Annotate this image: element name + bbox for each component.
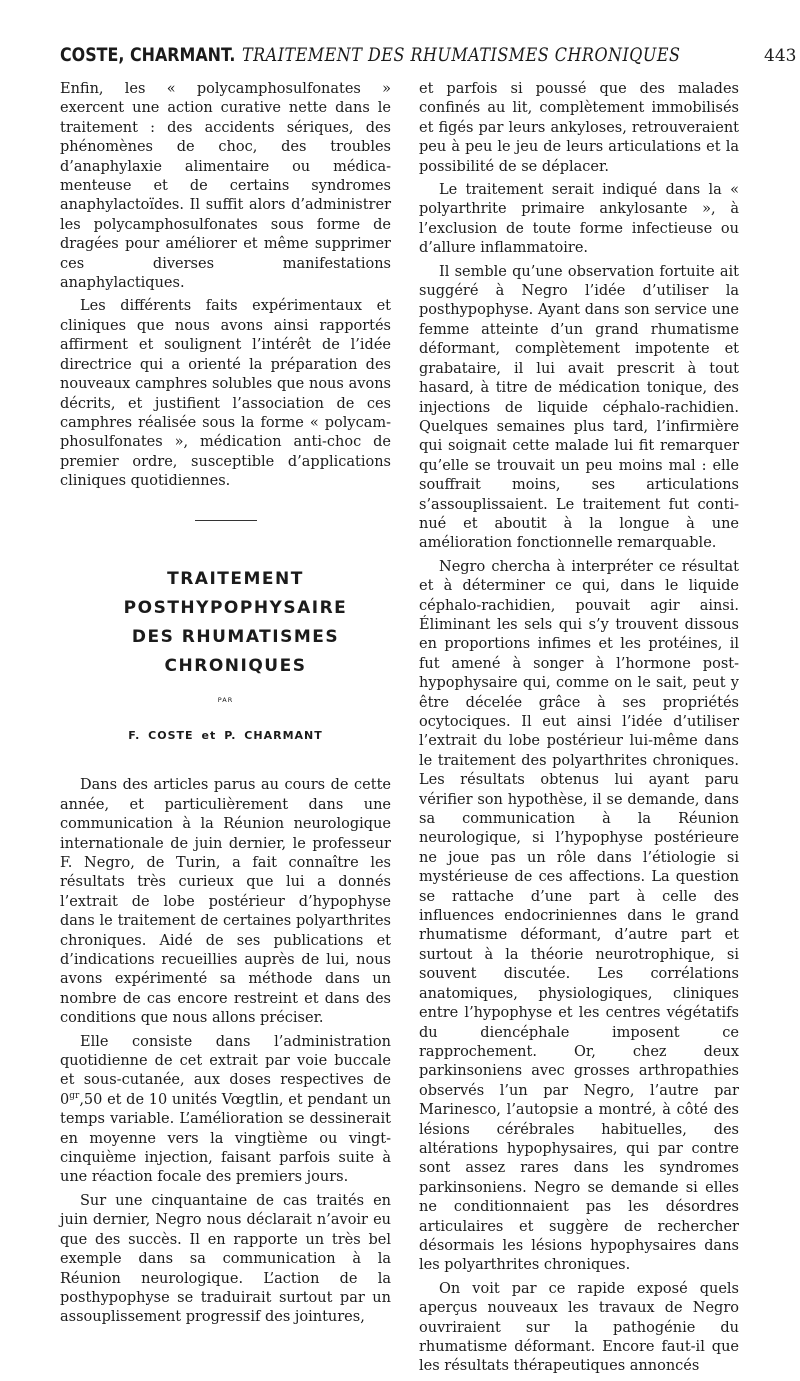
paragraph: Le traitement serait indiqué dans la « polyarthrite primaire ankylosante », à l’exclusion de toute forme infectieuse ou d’allure inflammatoire.: [419, 182, 739, 257]
paragraph: Les différents faits expérimentaux et cliniques que nous avons ainsi rapportés affirment et soulignent l’intérêt de l’idée directrice qui a orienté la préparation des nouveaux camphres solubles que nous avons décrits, et justifient l’association de ces camphres réalisée sous la forme « polycamphosulfonates », médication anti-choc de premier ordre, susceptible d’applications cliniques quotidiennes.: [60, 298, 391, 490]
gram-superscript: gr: [69, 1091, 80, 1102]
paragraph: [60, 1033, 391, 1188]
article-title-line: POSTHYPOPHYSAIRE: [123, 597, 348, 618]
paragraph: Dans des articles parus au cours de cette année, et particulièrement dans une communication à la Réunion neurologique internationale de juin dernier, le professeur F. Negro, de Turin, a fait connaître les résultats très curieux que lui a donnés l’extrait de lobe postérieur d’hypophyse dans le traitement de certaines polyarthrites chroniques. Aidé de ses publications et d’indications recueillies auprès de lui, nous avons expérimenté sa méthode dans un nombre de cas encore restreint et dans des conditions que nous allons préciser.: [60, 777, 391, 1027]
header-title: TRAITEMENT DES RHUMATISMES CHRONIQUES: [242, 44, 681, 66]
article-title-line: DES RHUMATISMES: [131, 626, 340, 647]
byline-par: PAR: [217, 695, 234, 704]
author-conjunction: et: [201, 728, 217, 742]
article-title: [60, 567, 391, 679]
header-authors: COSTE, CHARMANT.: [60, 45, 236, 66]
paragraph: Negro chercha à interpréter ce résultat et à déterminer ce qui, dans le liquide céphalo-rachidien, pouvait agir ainsi. Éliminant les sels qui s’y trouvent dissous en proportions infimes et les protéines, il fut amené à songer à l’hormone posthypophysaire qui, comme on le sait, peut y être décelée grâce à ses propriétés ocytociques. Il eut ainsi l’idée d’utiliser l’extrait du lobe postérieur lui-même dans le traitement des polyarthrites chroniques. Les résultats obtenus lui ayant paru vérifier son hypothèse, il se demande, dans sa communication à la Réunion neurologique, si l’hypophyse postérieure ne joue pas un rôle dans l’étiologie si mystérieuse de ces affections. La question se rattache d’une part à celle des influences endocriniennes dans le grand rhumatisme déformant, d’autre part et surtout à la théorie neurotrophique, si souvent discutée. Les corrélations anatomiques, physiologiques, cliniques entre l’hypophyse et les centres végétatifs du diencéphale imposent ce rapprochement. Or, chez deux parkinsoniens avec grosses arthropathies observés l’un par Negro, l’autre par Marinesco, l’autopsie a montré, à côté des lésions cérébrales habituelles, des altérations hypophysaires, qui par contre sont assez rares dans les syndromes parkinsoniens. Negro se demande si elles ne conditionnaient pas les désordres articulaires et suggère de rechercher désormais les lésions hypophysaires dans les polyarthrites chroniques.: [419, 558, 739, 1274]
right-column: [419, 80, 739, 1381]
section-separator: [195, 520, 257, 521]
paragraph: On voit par ce rapide exposé quels aperçus nouveaux les travaux de Negro ouvriraient sur la pathogénie du rhumatisme déformant. Encore faut-il que les résultats thérapeutiques annoncés: [419, 1280, 739, 1375]
author-coste: F. COSTE: [128, 728, 194, 742]
page-number: 443: [764, 46, 797, 66]
dose-text-after: ,50 et de 10 unités Vœgtlin, et pendant un temps variable. L’amélioration se dessinerait en moyenne vers la vingtième ou vingt-cinquième injection, faisant parfois suite à une réaction focale des premiers jours.: [60, 1091, 391, 1186]
paragraph: Enfin, les « polycamphosulfonates » exercent une action curative nette dans le traitement : des accidents sériques, des phénomènes de choc, des troubles d’anaphylaxie alimentaire ou médicamenteuse et de certains syndromes anaphylactoïdes. Il suffit alors d’administrer les polycamphosulfonates sous forme de dragées pour améliorer et même supprimer ces diverses manifestations anaphylactiques.: [60, 81, 391, 292]
paragraph: et parfois si poussé que des malades confinés au lit, complètement immobilisés et figés par leurs ankyloses, retrouveraient peu à peu le jeu de leurs articulations et la possibilité de se déplacer.: [419, 81, 739, 175]
article-authors: [60, 726, 391, 745]
left-column: [60, 80, 391, 1332]
paragraph: Sur une cinquantaine de cas traités en juin dernier, Negro nous déclarait n’avoir eu que des succès. Il en rapporte un très bel exemple dans sa communication à la Réunion neurologique. L’action de la posthypophyse se traduirait surtout par un assouplissement progressif des jointures,: [60, 1192, 391, 1326]
dose-text-before: Elle consiste dans l’administration quotidienne de cet extrait par voie buccale et sous-cutanée, aux doses respectives de 0: [60, 1033, 391, 1108]
paragraph: Il semble qu’une observation fortuite ait suggéré à Negro l’idée d’utiliser la posthypophyse. Ayant dans son service une femme atteinte d’un grand rhumatisme déformant, complètement impotente et grabataire, il lui avait prescrit à tout hasard, à titre de médication tonique, des injections de liquide céphalo-rachidien. Quelques semaines plus tard, l’infirmière qui soignait cette malade lui fit remarquer qu’elle se trouvait un peu moins mal : elle souffrait moins, ses articulations s’assouplissaient. Le traitement fut continué et aboutit à la longue à une amélioration fonctionnelle remarquable.: [419, 263, 739, 552]
article-title-line: CHRONIQUES: [164, 655, 307, 676]
running-header: [60, 44, 797, 74]
author-charmant: P. CHARMANT: [224, 728, 323, 742]
article-title-line: TRAITEMENT: [167, 568, 304, 589]
